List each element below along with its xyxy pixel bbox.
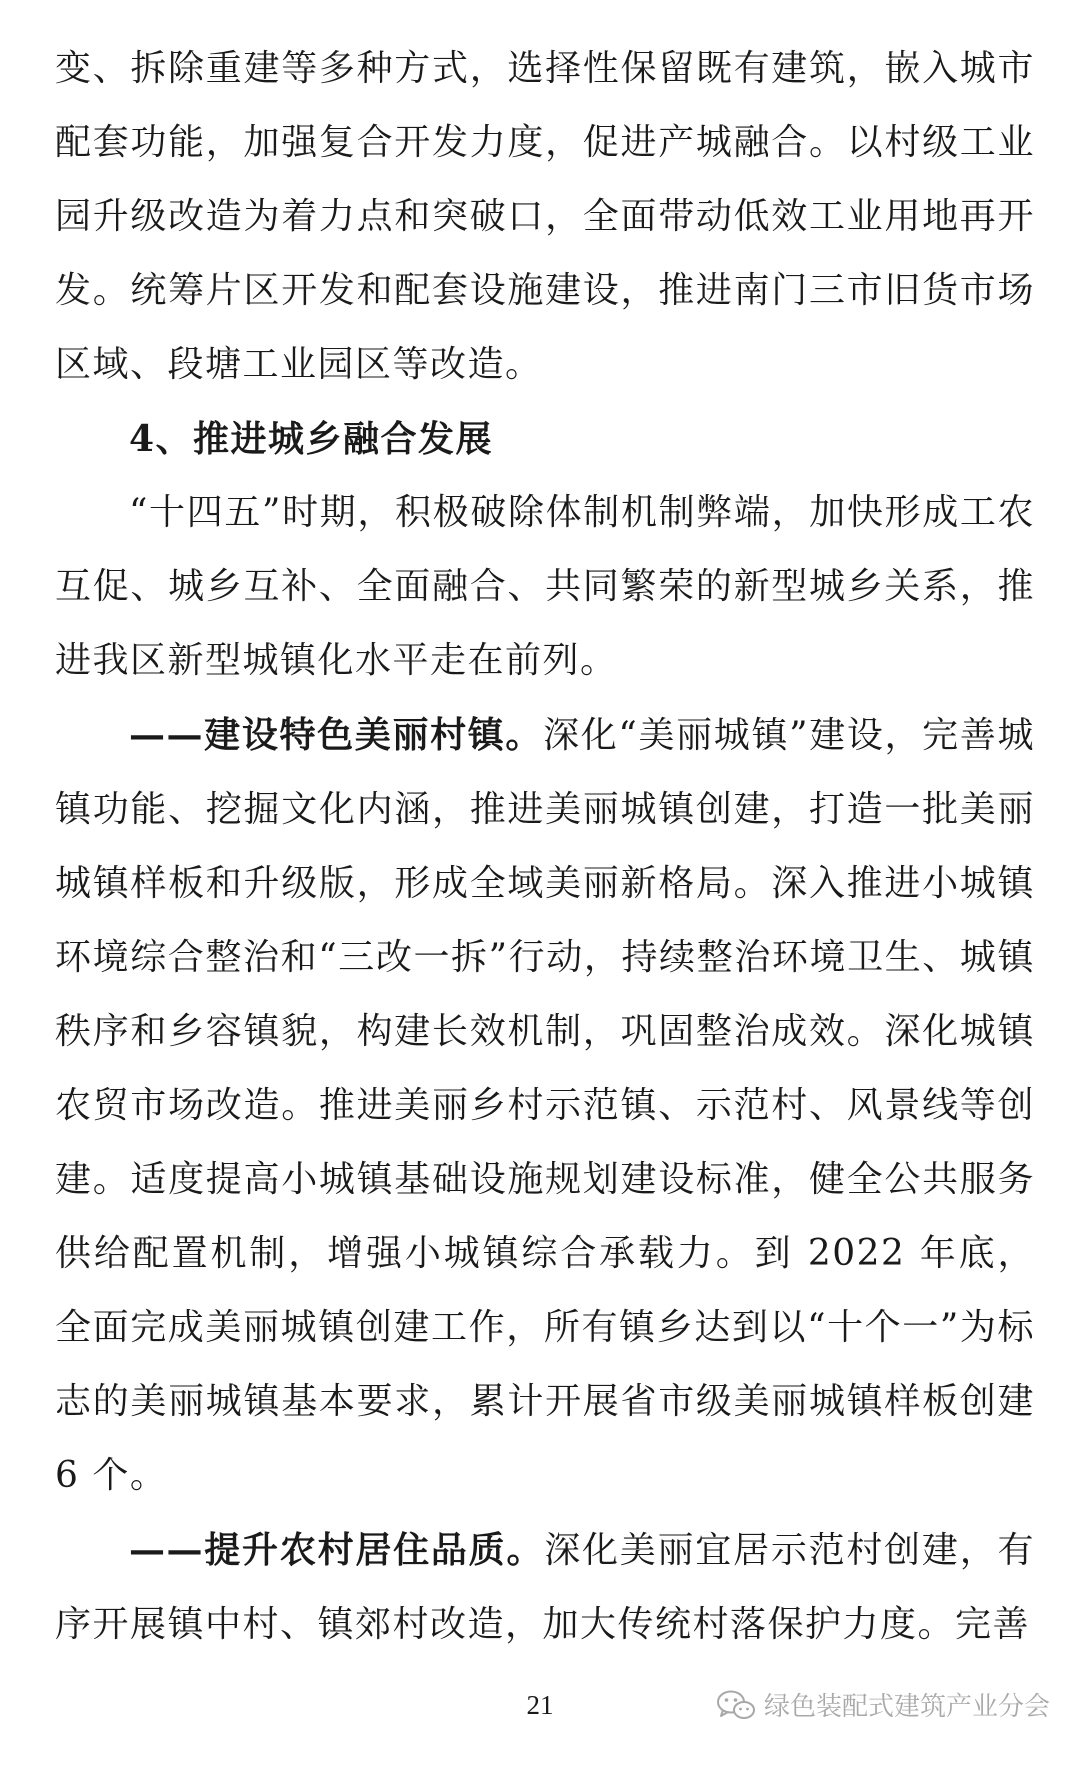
wechat-icon — [716, 1689, 756, 1721]
lead-heading-rural-housing: ——提升农村居住品质。 — [129, 1529, 545, 1571]
paragraph-continuation: 变、拆除重建等多种方式，选择性保留既有建筑，嵌入城市配套功能，加强复合开发力度，促进产城融合。以村级工业园升级改造为着力点和突破口，全面带动低效工业用地再开发。统筹片区开发和配套设施建设，推进南门三市旧货市场区域、段塘工业园区等改造。 — [55, 48, 1035, 385]
lead-heading-beautiful-towns: ——建设特色美丽村镇。 — [129, 714, 544, 756]
watermark-text: 绿色装配式建筑产业分会 — [763, 1692, 1050, 1722]
paragraph-text-rural-housing: 深化美丽宜居示范村创建，有序开展镇中村、镇郊村改造，加大传统村落保护力度。完善 — [55, 1530, 1035, 1645]
paragraph-text-beautiful-towns: 深化“美丽城镇”建设，完善城镇功能、挖掘文化内涵，推进美丽城镇创建，打造一批美丽城镇样板和升级版，形成全域美丽新格局。深入推进小城镇环境综合整治和“三改一拆”行动，持续整治环境卫生、城镇秩序和乡容镇貌，构建长效机制，巩固整治成效。深化城镇农贸市场改造。推进美丽乡村示范镇、示范村、风景线等创建。适度提高小城镇基础设施规划建设标准，健全公共服务供给配置机制，增强小城镇综合承载力。到 2022 年底，全面完成美丽城镇创建工作，所有镇乡达到以“十个一”为标志的美丽城镇基本要求，累计开展省市级美丽城镇样板创建 6 个。 — [55, 715, 1035, 1496]
watermark — [716, 1686, 1050, 1723]
paragraph-intro: “十四五”时期，积极破除体制机制弊端，加快形成工农互促、城乡互补、全面融合、共同繁荣的新型城乡关系，推进我区新型城镇化水平走在前列。 — [55, 492, 1035, 681]
page-number: 21 — [526, 1690, 554, 1720]
section-heading: 4、推进城乡融合发展 — [129, 418, 494, 460]
paragraph-rural-housing — [55, 1513, 1035, 1662]
document-body — [55, 32, 1035, 1662]
paragraph-beautiful-towns — [55, 698, 1035, 1513]
